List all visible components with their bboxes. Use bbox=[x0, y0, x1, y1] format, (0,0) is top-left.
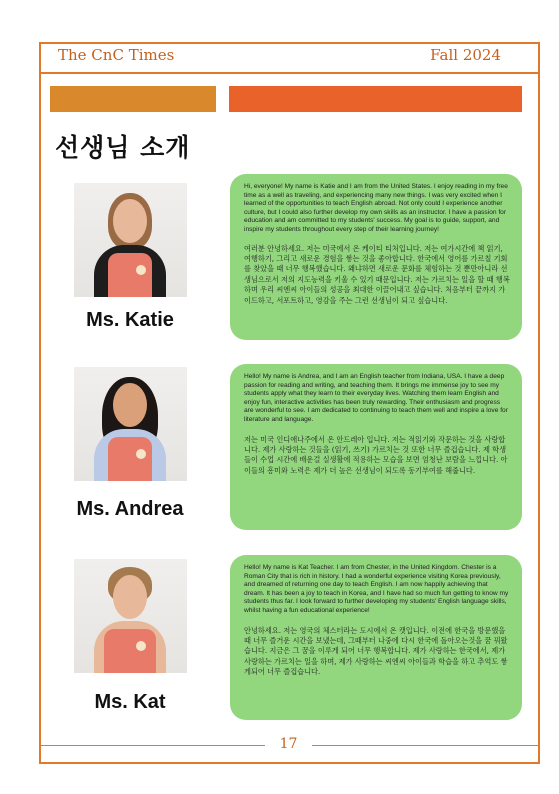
bio-english: Hello! My name is Kat Teacher. I am from Chester, in the United Kingdom. Chester is a Roman City that is rich in history. I had a wonderful experience visiting Korea previously, and dreamed of returning one day to teach English. I am now happily achieving that dream. It has been a joy to teach in Korea, and I have had so much fun getting to know my students thus far. I look forward to further developing my students' English language skills, whilst having a fun educational experience! bbox=[244, 564, 509, 614]
footer-rule-right bbox=[312, 745, 540, 746]
footer-rule-left bbox=[39, 745, 265, 746]
teacher-photo-katie bbox=[74, 183, 187, 297]
teacher-name: Ms. Katie bbox=[86, 309, 174, 331]
issue-label: Fall 2024 bbox=[430, 46, 501, 64]
teacher-photo-andrea bbox=[74, 367, 187, 481]
teacher-name: Ms. Andrea bbox=[76, 498, 184, 520]
page-number: 17 bbox=[279, 736, 298, 752]
teacher-photo-kat bbox=[74, 559, 187, 673]
bio-korean: 안녕하세요. 저는 영국의 체스터라는 도시에서 온 캣입니다. 이전에 한국을 방문했을때 너무 즐거운 시간을 보냈는데, 그때부터 나중에 다시 한국에 돌아오는것을 꿈 꿔왔습니다. 지금은 그 꿈을 이루게 되어 너무 행복합니다. 제가 사랑하는 한국에서, 제가 사랑하는 가르치는 일을 하며, 제가 사랑하는 씨엔씨 아이들과 학습을 하고 추억도 쌓게되어 너무 즐겁습니다. bbox=[244, 625, 508, 677]
bio-korean: 저는 미국 인디애나주에서 온 안드레아 입니다. 저는 적읽기와 작문하는 것을 사랑합니다. 제가 사랑하는 것들을 (읽기, 쓰기) 가르치는 것 또한 너무 즐겁습니다. 제 학생들이 수업 시간에 배운걸 실생활에 적용하는 모습을 보면 엄청난 보람을 느낍니다. 아이들의 흥미와 노력은 제가 더 높은 선생님이 되도록 동기부여를 해줍니다. bbox=[244, 434, 508, 475]
teacher-bio-bubble bbox=[230, 364, 522, 530]
teacher-name: Ms. Kat bbox=[94, 691, 166, 713]
teacher-bio-bubble bbox=[230, 555, 522, 720]
decorative-bar-left bbox=[50, 86, 216, 112]
section-title: 선생님 소개 bbox=[55, 133, 191, 162]
bio-english: Hello! My name is Andrea, and I am an English teacher from Indiana, USA. I have a deep passion for reading and writing, and teaching them. It brings me immense joy to see my students apply what they learn to their everyday lives. Watching them learn English and enjoy fun, interactive activities has been truly rewarding. Their enthusiasm and progress are wonderful to see. I am dedicated to continuing to teach them well and inspire a love for literature and language. bbox=[244, 373, 508, 423]
bio-korean: 여러분 안녕하세요. 저는 미국에서 온 케이티 티처입니다. 저는 여가시간에 책 읽기, 여행하기, 그리고 새로운 경험을 쌓는 것을 좋아합니다. 한국에서 영어를 가르칠 기회를 찾았을 때 너무 행복했습니다. 왜냐하면 새로운 문화를 체험하는 것 뿐만아니라 선생님으로서 저의 지도능력을 키울 수 있기 때문입니다. 저는 가르치는 일을 할 때 행복하며 우리 씨엔씨 아이들의 성공을 최대한 이끌어내고 싶습니다. 처음부터 끝까지 가이드하고, 서포트하고, 영감을 주는 그런 선생님이 되고 싶습니다. bbox=[244, 243, 510, 305]
header-rule bbox=[39, 72, 540, 74]
publication-title: The CnC Times bbox=[58, 46, 175, 64]
decorative-bar-right bbox=[229, 86, 522, 112]
bio-english: Hi, everyone! My name is Katie and I am from the United States. I enjoy reading in my free time as a well as traveling, and experiencing many new things. I was very excited when I learned of the opportunities to teach English abroad. Not only could I experience another culture, but I could also further develop my own skills as an instructor. I have a passion for education and am committed to my students' success. My goal is to guide, support, and inspire my students throughout every step of their learning journey! bbox=[244, 183, 508, 233]
teacher-bio-bubble bbox=[230, 174, 522, 340]
